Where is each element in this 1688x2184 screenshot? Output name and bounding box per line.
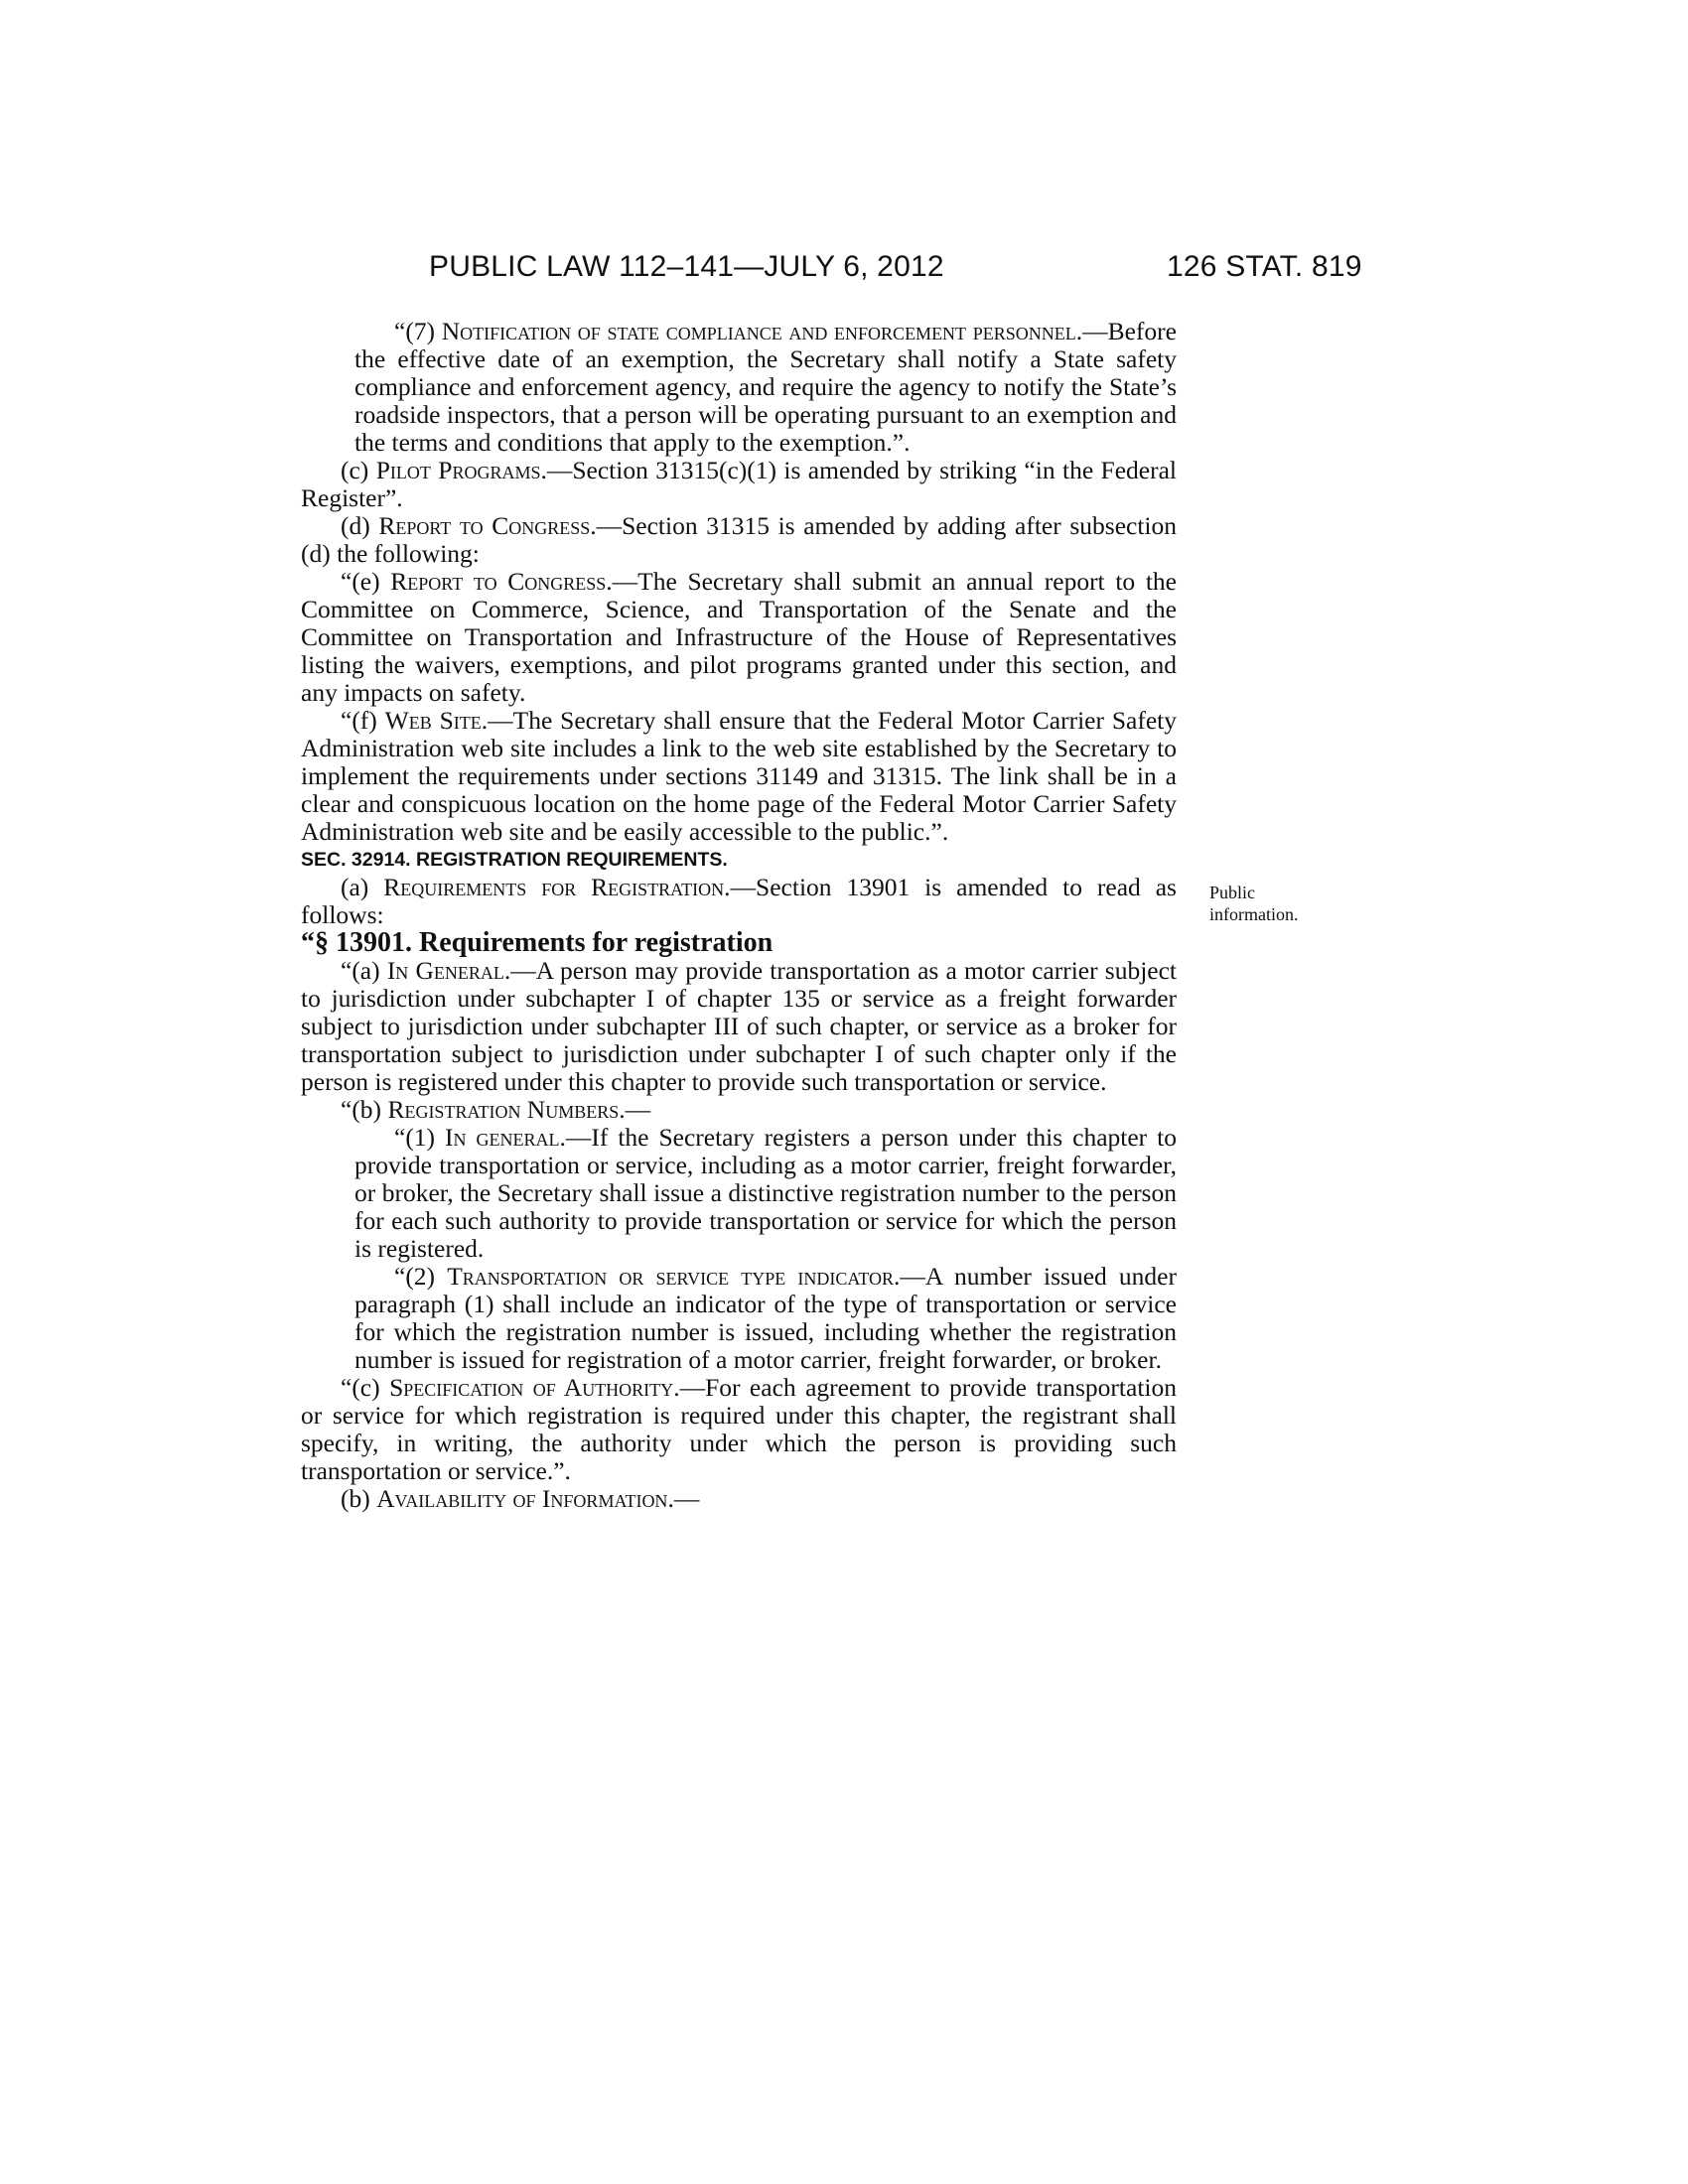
subsection-e-report-to-congress: “(e) Report to Congress.—The Secretary shall submit an annual report to the Committee on Commerce, Science, and Transportation of the Senate and the Committee on Transportation and Infrastructure of the House of Representatives listing the waivers, exemptions, and pilot programs granted under this section, and any impacts on safety. [301,567,1177,707]
margin-note-line-1: Public [1209,883,1256,902]
subsection-f-web-site: “(f) Web Site.—The Secretary shall ensure that the Federal Motor Carrier Safety Administration web site includes a link to the web site established by the Secretary to implement the requirements under sections 31149 and 31315. The link shall be in a clear and conspicuous location on the home page of the Federal Motor Carrier Safety Administration web site and be easily accessible to the public.”. [301,706,1177,846]
section-heading: SEC. 32914. REGISTRATION REQUIREMENTS. [301,849,728,871]
paragraph-1-in-general: “(1) In general.—If the Secretary registers a person under this chapter to provide transportation or service, including as a motor carrier, freight forwarder, or broker, the Secretary shall issue a distinctive registration number to the person for each such authority to provide transportation or service for which the person is registered. [354,1123,1177,1263]
subsection-a-requirements: (a) Requirements for Registration.—Section 13901 is amended to read as follows: [301,873,1177,929]
subsection-b-availability: (b) Availability of Information.— [341,1484,700,1513]
code-section-heading: “§ 13901. Requirements for registration [301,927,774,958]
subsection-c-pilot-programs: (c) Pilot Programs.—Section 31315(c)(1) is amended by striking “in the Federal Register”. [301,456,1177,512]
running-header-title: PUBLIC LAW 112–141—JULY 6, 2012 [429,250,944,283]
subsection-a-in-general: “(a) In General.—A person may provide transportation as a motor carrier subject to jurisdiction under subchapter I of chapter 135 or service as a freight forwarder subject to jurisdiction under subchapter III of such chapter, or service as a broker for transportation subject to jurisdiction under subchapter I of such chapter only if the person is registered under this chapter to provide such transportation or service. [301,956,1177,1096]
margin-note [1209,882,1338,925]
subsection-b-registration-numbers: “(b) Registration Numbers.— [341,1095,651,1124]
subsection-d-report-to-congress: (d) Report to Congress.—Section 31315 is amended by adding after subsection (d) the following: [301,511,1177,568]
paragraph-2-type-indicator: “(2) Transportation or service type indicator.—A number issued under paragraph (1) shall include an indicator of the type of transportation or service for which the registration number is issued, including whether the registration number is issued for registration of a motor carrier, freight forwarder, or broker. [354,1262,1177,1374]
subsection-c-specification: “(c) Specification of Authority.—For each agreement to provide transportation or service for which registration is required under this chapter, the registrant shall specify, in writing, the authority under which the person is providing such transportation or service.”. [301,1373,1177,1485]
margin-note-line-2: information. [1209,904,1299,924]
paragraph-7-notification: “(7) Notification of state compliance and enforcement personnel.—Before the effective date of an exemption, the Secretary shall notify a State safety compliance and enforcement agency, and require the agency to notify the State’s roadside inspectors, that a person will be operating pursuant to an exemption and the terms and conditions that apply to the exemption.”. [354,317,1177,457]
statute-page-number: 126 STAT. 819 [1167,250,1362,283]
body-text [301,318,1177,1513]
